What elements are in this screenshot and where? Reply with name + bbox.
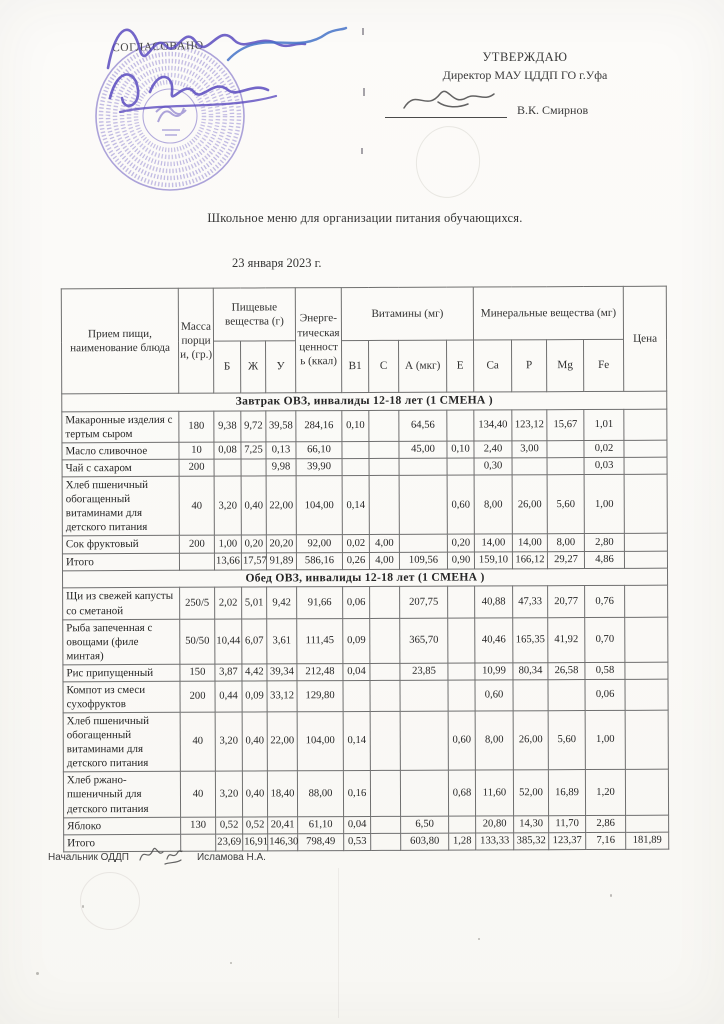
value-cell: 0,40	[241, 476, 266, 535]
value-cell: 212,48	[297, 663, 343, 680]
value-cell: 1,00	[214, 535, 241, 552]
value-cell	[241, 459, 266, 476]
value-cell: 8,00	[474, 475, 512, 534]
value-cell: 14,00	[512, 534, 547, 551]
value-cell	[547, 441, 584, 458]
value-cell: 64,56	[399, 410, 447, 441]
dish-name: Рыба запеченная с овощами (филе минтая)	[63, 619, 180, 665]
col-header-b1: В1	[342, 340, 369, 392]
value-cell: 4,42	[242, 664, 267, 681]
value-cell: 0,68	[448, 770, 475, 815]
footer-position: Начальник ОДДП	[48, 851, 129, 863]
value-cell: 3,61	[267, 618, 297, 663]
handwritten-signature-middle-icon	[98, 52, 298, 132]
value-cell	[214, 459, 241, 476]
value-cell: 0,60	[447, 475, 474, 534]
value-cell	[370, 711, 400, 770]
value-cell	[369, 475, 399, 534]
value-cell	[547, 458, 584, 475]
col-header-carbs: У	[266, 341, 296, 393]
value-cell: 1,28	[449, 833, 476, 850]
value-cell	[512, 458, 547, 475]
table-row	[63, 679, 668, 713]
value-cell: 20,41	[268, 816, 298, 833]
speck	[82, 905, 84, 908]
value-cell: 181,89	[626, 832, 669, 849]
col-header-vitamins: Витамины (мг)	[341, 287, 473, 341]
document-title: Школьное меню для организации питания обучающихся.	[207, 211, 523, 225]
value-cell: 8,00	[475, 711, 513, 770]
value-cell: 207,75	[400, 587, 448, 618]
value-cell: 200	[179, 459, 214, 476]
value-cell: 109,56	[399, 552, 447, 569]
value-cell: 0,14	[343, 712, 370, 771]
value-cell: 18,40	[267, 771, 297, 816]
value-cell: 1,01	[584, 409, 624, 440]
value-cell: 0,30	[474, 458, 512, 475]
value-cell: 7,16	[586, 832, 626, 849]
value-cell: 45,00	[399, 441, 447, 458]
value-cell: 29,27	[547, 551, 584, 568]
value-cell: 3,20	[215, 712, 242, 771]
value-cell: 0,10	[447, 441, 474, 458]
value-cell: 180	[179, 411, 214, 442]
dish-name: Чай с сахаром	[62, 459, 179, 477]
value-cell: 0,26	[342, 552, 369, 569]
value-cell: 10,99	[475, 663, 513, 680]
col-header-fe: Fe	[584, 339, 624, 391]
value-cell: 47,33	[513, 586, 548, 617]
col-header-energy: Энерге-тическая ценность (ккал)	[295, 288, 341, 393]
value-cell	[447, 458, 474, 475]
col-header-c: С	[369, 340, 399, 392]
document-date: 23 января 2023 г.	[232, 256, 322, 270]
value-cell: 200	[179, 536, 214, 553]
value-cell: 1,00	[585, 710, 625, 769]
value-cell: 0,44	[215, 681, 242, 712]
value-cell: 5,60	[548, 711, 585, 770]
value-cell: 11,70	[549, 815, 586, 832]
value-cell	[625, 710, 668, 769]
scan-mark	[361, 148, 363, 154]
value-cell	[624, 440, 667, 457]
value-cell: 123,37	[549, 832, 586, 849]
value-cell: 134,40	[474, 410, 512, 441]
value-cell: 3,87	[215, 664, 242, 681]
value-cell: 15,67	[547, 409, 584, 440]
value-cell	[548, 679, 585, 710]
value-cell	[625, 617, 668, 662]
value-cell	[399, 475, 447, 535]
value-cell: 165,35	[513, 617, 548, 662]
value-cell: 41,92	[548, 617, 585, 662]
value-cell: 91,89	[266, 552, 296, 569]
value-cell: 20,77	[548, 586, 585, 617]
value-cell: 129,80	[297, 681, 343, 712]
value-cell: 52,00	[513, 770, 548, 815]
col-header-ca: Ca	[474, 340, 512, 392]
value-cell: 5,60	[547, 475, 584, 534]
value-cell	[449, 816, 476, 833]
value-cell: 22,00	[267, 712, 297, 771]
value-cell: 26,00	[512, 475, 547, 534]
value-cell: 0,13	[266, 442, 296, 459]
value-cell	[625, 586, 668, 617]
col-header-mg: Mg	[547, 340, 584, 392]
menu-table-body	[61, 286, 669, 851]
col-header-a: А (мкг)	[399, 340, 447, 392]
value-cell: 0,06	[343, 587, 370, 618]
col-header-protein: Б	[214, 341, 241, 393]
value-cell	[399, 535, 447, 552]
value-cell	[370, 618, 400, 663]
value-cell: 88,00	[297, 771, 343, 816]
value-cell: 10,44	[215, 619, 242, 664]
value-cell	[626, 815, 669, 832]
value-cell: 26,58	[548, 662, 585, 679]
value-cell	[624, 534, 667, 551]
value-cell: 6,07	[242, 619, 267, 664]
value-cell: 2,86	[586, 815, 626, 832]
value-cell: 16,91	[243, 834, 268, 851]
value-cell: 13,66	[214, 553, 241, 570]
value-cell: 5,01	[242, 587, 267, 618]
value-cell: 104,00	[296, 476, 342, 536]
value-cell: 40	[180, 772, 215, 817]
dish-name: Хлеб пшеничный обогащенный витаминами для детского питания	[62, 476, 179, 536]
speck	[610, 894, 612, 897]
value-cell: 0,58	[585, 662, 625, 679]
table-row	[62, 409, 667, 443]
value-cell: 40	[180, 712, 215, 771]
value-cell: 0,53	[344, 833, 371, 850]
value-cell: 20,80	[476, 815, 514, 832]
col-header-price: Цена	[623, 286, 666, 391]
value-cell: 1,20	[585, 770, 625, 815]
value-cell: 4,00	[369, 535, 399, 552]
value-cell: 284,16	[296, 410, 342, 441]
faint-stamp-impression	[411, 122, 484, 202]
value-cell: 0,04	[344, 816, 371, 833]
value-cell: 66,10	[296, 442, 342, 459]
value-cell: 0,03	[584, 457, 624, 474]
value-cell: 39,90	[296, 459, 342, 476]
value-cell	[400, 771, 448, 816]
value-cell: 9,38	[214, 411, 241, 442]
value-cell: 603,80	[401, 833, 449, 850]
dish-name: Щи из свежей капусты со сметаной	[63, 588, 180, 620]
value-cell: 22,00	[266, 476, 296, 535]
value-cell: 2,80	[584, 534, 624, 551]
value-cell: 1,00	[584, 475, 624, 534]
value-cell: 0,40	[242, 712, 267, 771]
agreed-label: СОГЛАСОВАНО	[111, 39, 204, 55]
value-cell	[400, 680, 448, 711]
value-cell: 2,02	[215, 587, 242, 618]
value-cell: 4,00	[369, 552, 399, 569]
faint-circle-artifact	[80, 872, 140, 930]
value-cell: 123,12	[512, 410, 547, 441]
signer-name: В.К. Смирнов	[517, 103, 589, 117]
value-cell: 146,30	[268, 833, 298, 850]
header-row-groups	[61, 286, 666, 342]
value-cell: 0,40	[242, 771, 267, 816]
value-cell: 798,49	[298, 833, 344, 850]
footer-name: Исламова Н.А.	[196, 851, 266, 863]
section-title: Обед ОВЗ, инвалиды 12-18 лет (1 СМЕНА )	[63, 568, 668, 588]
value-cell: 133,33	[476, 833, 514, 850]
col-header-meal: Прием пищи, наименование блюда	[61, 288, 178, 394]
scan-mark	[363, 88, 365, 96]
fold-line	[338, 868, 339, 1018]
value-cell: 111,45	[297, 618, 343, 663]
value-cell: 200	[180, 681, 215, 712]
value-cell: 7,25	[241, 442, 266, 459]
dish-name: Итого	[64, 834, 181, 852]
footer-signature-icon	[137, 844, 183, 866]
value-cell	[448, 663, 475, 680]
value-cell: 9,42	[267, 587, 297, 618]
value-cell: 9,72	[241, 411, 266, 442]
value-cell: 0,02	[342, 535, 369, 552]
value-cell	[370, 663, 400, 680]
value-cell	[624, 409, 667, 440]
value-cell: 26,00	[513, 711, 548, 770]
value-cell	[400, 711, 448, 771]
value-cell: 0,52	[216, 817, 243, 834]
value-cell	[448, 586, 475, 617]
value-cell: 40	[179, 476, 214, 535]
value-cell: 80,34	[513, 663, 548, 680]
value-cell: 0,09	[242, 681, 267, 712]
value-cell: 4,86	[584, 551, 624, 568]
value-cell: 40,46	[475, 617, 513, 662]
signature-line	[385, 103, 507, 118]
value-cell	[625, 551, 668, 568]
value-cell: 150	[180, 664, 215, 681]
value-cell: 130	[181, 817, 216, 834]
table-row	[62, 474, 667, 536]
value-cell: 92,00	[296, 535, 342, 552]
value-cell: 14,00	[474, 534, 512, 551]
value-cell	[370, 587, 400, 618]
value-cell: 0,04	[343, 663, 370, 680]
signature-line-row	[385, 103, 665, 118]
value-cell: 50/50	[180, 619, 215, 664]
value-cell: 3,00	[512, 441, 547, 458]
value-cell: 61,10	[298, 816, 344, 833]
speck	[478, 938, 480, 940]
value-cell: 0,10	[342, 410, 369, 441]
value-cell: 0,20	[241, 535, 266, 552]
table-row	[63, 586, 668, 620]
dish-name: Сок фруктовый	[62, 536, 179, 554]
footer-signature-row	[48, 848, 266, 866]
value-cell	[369, 458, 399, 475]
value-cell	[179, 553, 214, 570]
value-cell: 0,76	[585, 586, 625, 617]
value-cell	[371, 833, 401, 850]
table-row	[63, 770, 668, 818]
value-cell	[369, 410, 399, 441]
value-cell: 33,12	[267, 681, 297, 712]
value-cell: 16,89	[548, 770, 585, 815]
value-cell: 385,32	[514, 832, 549, 849]
menu-table-container	[61, 286, 670, 852]
value-cell: 159,10	[474, 551, 512, 568]
value-cell: 0,60	[475, 680, 513, 711]
dish-name: Хлеб пшеничный обогащенный витаминами для детского питания	[63, 712, 180, 772]
dish-name: Макаронные изделия с тертым сыром	[62, 411, 179, 443]
value-cell: 40,88	[475, 586, 513, 617]
value-cell: 0,08	[214, 442, 241, 459]
col-header-mass: Масса порции, (гр.)	[178, 288, 213, 393]
value-cell: 0,14	[342, 476, 369, 535]
value-cell	[369, 441, 399, 458]
approval-block	[380, 50, 670, 83]
value-cell	[342, 441, 369, 458]
table-row	[63, 617, 668, 665]
value-cell: 10	[179, 442, 214, 459]
value-cell	[448, 680, 475, 711]
approval-subtitle: Директор МАУ ЦДДП ГО г.Уфа	[442, 68, 608, 82]
approval-title: УТВЕРЖДАЮ	[482, 50, 568, 64]
scan-mark	[362, 28, 364, 35]
value-cell: 0,20	[447, 534, 474, 551]
value-cell: 0,60	[448, 711, 475, 770]
value-cell	[370, 771, 400, 816]
menu-table	[61, 286, 670, 852]
value-cell: 8,00	[547, 534, 584, 551]
value-cell: 0,90	[447, 552, 474, 569]
speck	[230, 962, 232, 964]
value-cell: 0,06	[585, 679, 625, 710]
value-cell: 39,58	[266, 411, 296, 442]
col-header-p: P	[512, 340, 547, 392]
value-cell: 23,85	[400, 663, 448, 680]
value-cell: 3,20	[214, 476, 241, 535]
value-cell: 0,16	[343, 771, 370, 816]
value-cell: 0,09	[343, 618, 370, 663]
value-cell: 0,02	[584, 440, 624, 457]
col-header-fat: Ж	[241, 341, 266, 393]
value-cell: 14,30	[514, 815, 549, 832]
value-cell	[371, 816, 401, 833]
value-cell	[370, 680, 400, 711]
value-cell: 6,50	[401, 816, 449, 833]
value-cell: 17,57	[241, 552, 266, 569]
value-cell	[447, 410, 474, 441]
value-cell	[625, 770, 668, 815]
speck	[36, 972, 39, 975]
value-cell	[513, 680, 548, 711]
value-cell: 166,12	[512, 551, 547, 568]
value-cell	[399, 458, 447, 475]
value-cell: 39,34	[267, 664, 297, 681]
value-cell: 0,70	[585, 617, 625, 662]
dish-name: Итого	[62, 553, 179, 571]
value-cell: 0,52	[243, 817, 268, 834]
value-cell	[624, 474, 667, 533]
value-cell: 104,00	[297, 712, 343, 772]
dish-name: Яблоко	[64, 817, 181, 835]
value-cell: 365,70	[400, 618, 448, 663]
value-cell: 11,60	[475, 770, 513, 815]
value-cell: 20,20	[266, 535, 296, 552]
value-cell	[448, 618, 475, 663]
dish-name: Масло сливочное	[62, 442, 179, 460]
value-cell: 250/5	[180, 588, 215, 619]
value-cell	[342, 459, 369, 476]
value-cell: 23,69	[216, 834, 243, 851]
value-cell	[625, 679, 668, 710]
dish-name: Компот из смеси сухофруктов	[63, 681, 180, 713]
value-cell: 586,16	[296, 552, 342, 569]
col-header-nutrients: Пищевые вещества (г)	[213, 288, 295, 341]
section-title: Завтрак ОВЗ, инвалиды 12-18 лет (1 СМЕНА )	[62, 391, 667, 411]
col-header-e: Е	[447, 340, 474, 392]
table-row	[63, 710, 668, 772]
value-cell	[625, 662, 668, 679]
dish-name: Рис припущенный	[63, 664, 180, 682]
value-cell: 3,20	[215, 771, 242, 816]
value-cell: 91,66	[297, 587, 343, 618]
value-cell	[624, 457, 667, 474]
col-header-minerals: Минеральные вещества (мг)	[473, 286, 623, 340]
dish-name: Хлеб ржано-пшеничный для детского питания	[63, 772, 180, 818]
value-cell: 2,40	[474, 441, 512, 458]
value-cell: 9,98	[266, 459, 296, 476]
value-cell	[343, 680, 370, 711]
